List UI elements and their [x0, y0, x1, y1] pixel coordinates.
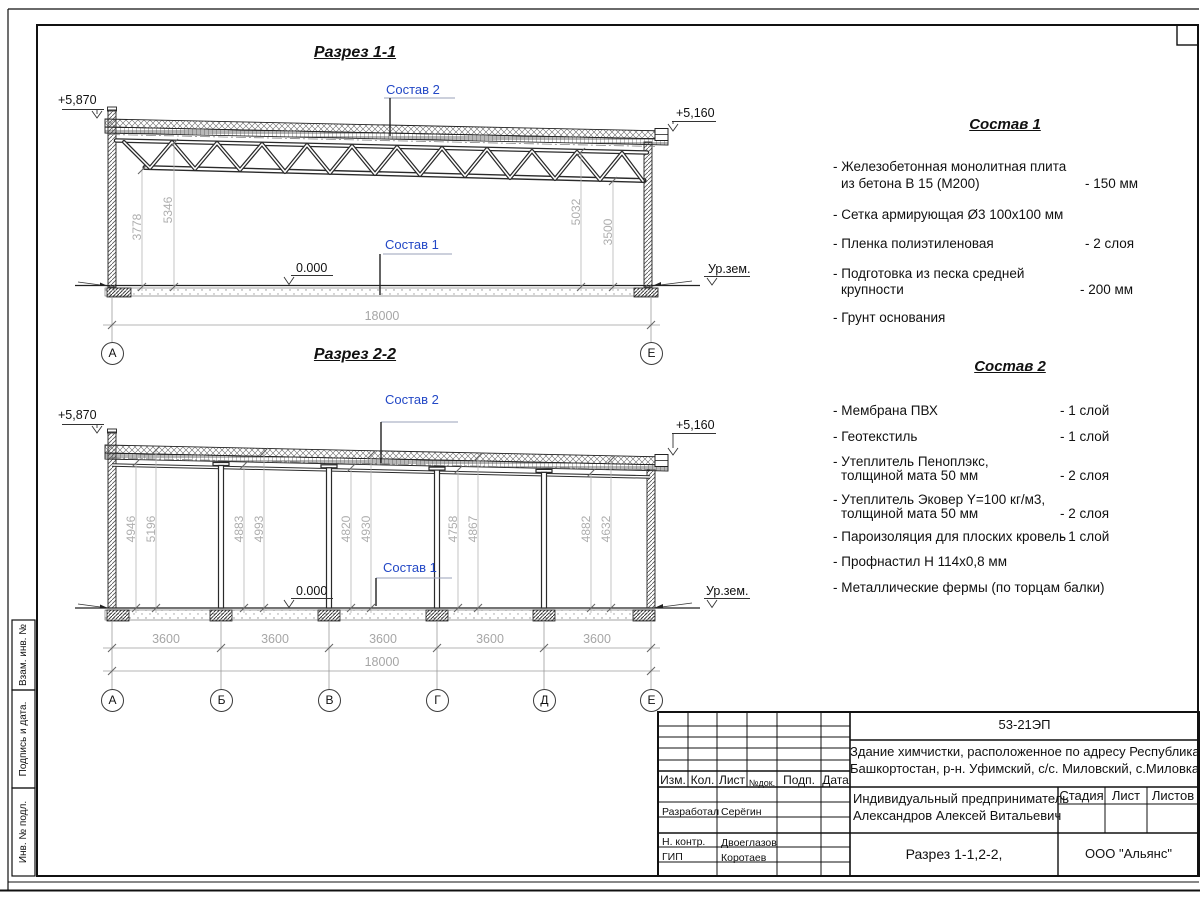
- col-list: Лист: [718, 773, 746, 787]
- margin-label-vzam: Взам. инв. №: [17, 624, 29, 686]
- axis-bubble-g-2: Г: [426, 689, 449, 712]
- sostav2-title: Состав 2: [974, 358, 1046, 375]
- axis-bubble-e-2: Е: [640, 689, 663, 712]
- col-izm: Изм.: [660, 773, 686, 787]
- dim-4882: 4882: [579, 515, 593, 543]
- axis-bubble-a-1: А: [101, 342, 124, 365]
- dim-4758: 4758: [446, 515, 460, 543]
- sheet-title: Разрез 1-1,2-2,: [905, 846, 1003, 862]
- leader-sostav1-label-1: Состав 1: [385, 237, 439, 252]
- col-data: Дата: [822, 773, 849, 787]
- role-developed: Разработал: [662, 806, 720, 818]
- sostav2-item1-line1: - Мембрана ПВХ: [833, 403, 938, 418]
- dim-4946: 4946: [124, 515, 138, 543]
- dim-4820: 4820: [339, 515, 353, 543]
- leader-sostav2-label-1: Состав 2: [386, 82, 440, 97]
- sostav1-item3-value: - 2 слоя: [1085, 236, 1135, 251]
- role-gip: ГИП: [662, 851, 683, 863]
- sostav2-item5-line1: - Пароизоляция для плоских кровель: [833, 529, 1067, 544]
- margin-label-podpis: Подпись и дата.: [17, 701, 29, 777]
- col-ndok: №док.: [748, 778, 776, 788]
- dim-total-1: 18000: [364, 309, 400, 323]
- dim-total-2: 18000: [364, 655, 400, 669]
- elevation-zero-1: 0.000: [296, 261, 328, 275]
- sostav1-item1-value: - 150 мм: [1085, 176, 1139, 191]
- dim-bay-3: 3600: [369, 632, 397, 646]
- sostav2-item7-line1: - Металлические фермы (по торцам балки): [833, 580, 1105, 595]
- dim-3778: 3778: [130, 213, 144, 241]
- dim-bay-5: 3600: [583, 632, 611, 646]
- section-2-title: Разрез 2-2: [313, 346, 397, 363]
- sostav2-item3-value: - 2 слоя: [1060, 468, 1110, 483]
- sostav1-title: Состав 1: [969, 116, 1041, 133]
- client-line1: Индивидуальный предприниматель: [853, 791, 1070, 806]
- sostav2-item5-value: - 1 слой: [1060, 529, 1110, 544]
- elevation-right-2: +5,160: [676, 418, 715, 432]
- axis-bubble-a-2: А: [101, 689, 124, 712]
- sostav2-item2-line1: - Геотекстиль: [833, 429, 918, 444]
- stage-header: Стадия: [1059, 788, 1104, 803]
- doc-number: 53-21ЭП: [998, 717, 1051, 732]
- dim-5196: 5196: [144, 515, 158, 543]
- dim-4632: 4632: [599, 515, 613, 543]
- wall-left: [108, 107, 117, 287]
- axis-bubble-d-2: Д: [533, 689, 556, 712]
- elevation-right-1: +5,160: [676, 106, 715, 120]
- roof-2-2: [105, 445, 668, 477]
- dim-4993: 4993: [252, 515, 266, 543]
- wall-right: [644, 142, 652, 287]
- axis-bubble-b-2: Б: [210, 689, 233, 712]
- elevation-left-1: +5,870: [58, 93, 97, 107]
- sostav1-item5-line1: - Грунт основания: [833, 310, 946, 325]
- dim-bay-4: 3600: [476, 632, 504, 646]
- elevation-zero-2: 0.000: [296, 584, 328, 598]
- sostav2-item1-value: - 1 слой: [1060, 403, 1110, 418]
- col-podp: Подп.: [783, 773, 815, 787]
- section-2-2-drawing: [62, 422, 750, 689]
- sostav2-item2-value: - 1 слой: [1060, 429, 1110, 444]
- dim-5032: 5032: [569, 198, 583, 226]
- name-developed: Серёгин: [721, 806, 762, 818]
- sostav2-item6-line1: - Профнастил Н 114х0,8 мм: [833, 554, 1007, 569]
- dim-4867: 4867: [466, 515, 480, 543]
- name-ncontrol: Двоеглазов: [721, 837, 777, 849]
- sheet-header: Лист: [1111, 788, 1141, 803]
- dim-4883: 4883: [232, 515, 246, 543]
- col-kol: Кол.: [690, 773, 715, 787]
- sostav1-item3-line1: - Пленка полиэтиленовая: [833, 236, 994, 251]
- wall-right-2: [647, 470, 655, 608]
- ground-level-label-1: Ур.зем.: [708, 262, 751, 276]
- sostav1-item4-value: - 200 мм: [1080, 282, 1134, 297]
- sostav2-item4-line2: толщиной мата 50 мм: [841, 506, 979, 521]
- sostav1-item2-line1: - Сетка армирующая Ø3 100х100 мм: [833, 207, 1064, 222]
- dim-3500: 3500: [601, 218, 615, 246]
- dim-5346: 5346: [161, 196, 175, 224]
- leader-sostav1-label-2: Состав 1: [383, 560, 437, 575]
- axis-bubble-e-1: Е: [640, 342, 663, 365]
- sostav1-item1-line1: - Железобетонная монолитная плита: [833, 159, 1067, 174]
- axis-bubble-v-2: В: [318, 689, 341, 712]
- sostav2-item3-line1: - Утеплитель Пеноплэкс,: [833, 454, 989, 469]
- sostav1-item1-line2: из бетона В 15 (М200): [841, 176, 980, 191]
- sostav1-item4-line1: - Подготовка из песка средней: [833, 266, 1025, 281]
- object-address-line2: Башкортостан, р-н. Уфимский, с/с. Миловский, с.Миловка: [850, 761, 1200, 776]
- dim-bay-2: 3600: [261, 632, 289, 646]
- dim-bay-1: 3600: [152, 632, 180, 646]
- margin-label-inv: Инв. № подл.: [17, 800, 29, 864]
- sostav2-item3-line2: толщиной мата 50 мм: [841, 468, 979, 483]
- name-gip: Коротаев: [721, 852, 767, 864]
- section-1-title: Разрез 1-1: [313, 44, 397, 61]
- elevation-left-2: +5,870: [58, 408, 97, 422]
- client-line2: Александров Алексей Витальевич: [853, 808, 1062, 823]
- sostav2-item4-line1: - Утеплитель Эковер Y=100 кг/м3,: [833, 492, 1046, 507]
- company-name: ООО "Альянс": [1085, 846, 1172, 861]
- leader-sostav2-label-2: Состав 2: [385, 392, 439, 407]
- role-ncontrol: Н. контр.: [662, 836, 706, 848]
- sostav1-item4-line2: крупности: [841, 282, 904, 297]
- dim-4930: 4930: [359, 515, 373, 543]
- sostav2-item4-value: - 2 слоя: [1060, 506, 1110, 521]
- ground-level-label-2: Ур.зем.: [706, 584, 749, 598]
- object-address-line1: Здание химчистки, расположенное по адресу Республика: [850, 744, 1200, 759]
- sheets-header: Листов: [1151, 788, 1195, 803]
